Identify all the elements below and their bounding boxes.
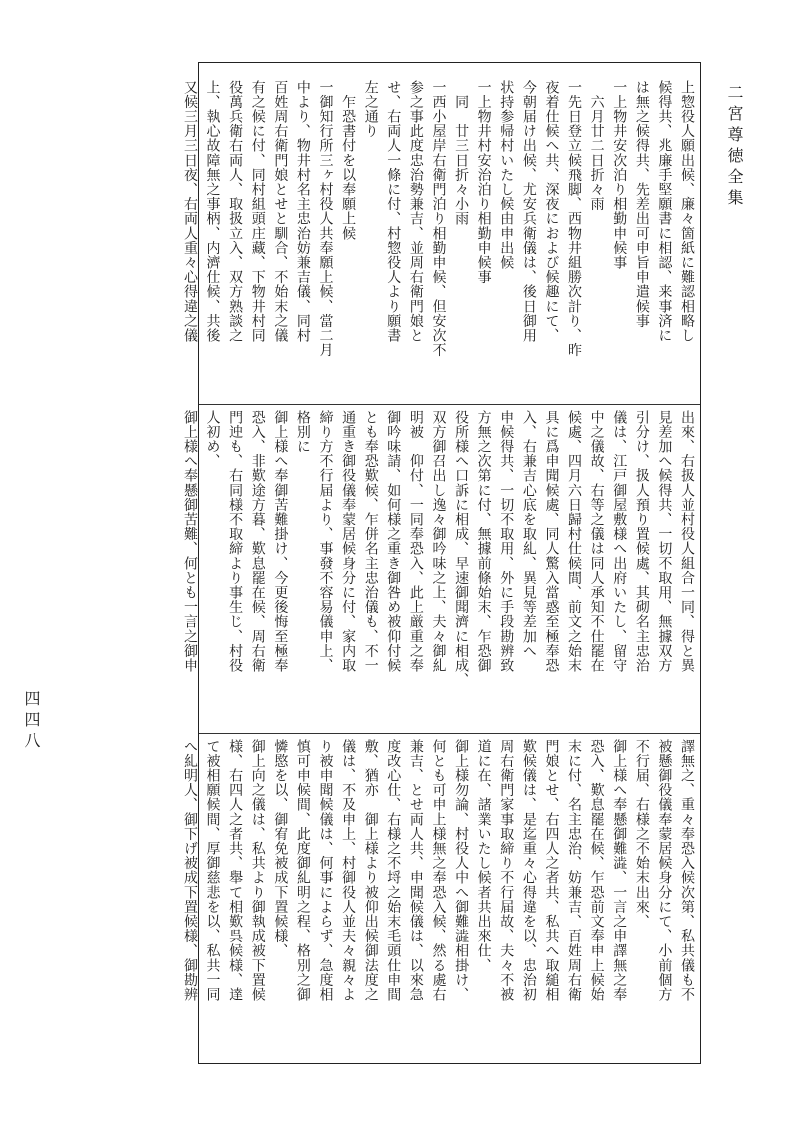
tier-text (181, 80, 698, 390)
text-line: 人初め、 (204, 410, 221, 469)
text-line: 明被 仰付、一同奉恐入、此上厳重之奉 (407, 410, 424, 673)
text-line: 儀は、江戸御屋敷様へ出府いたし、留守 (611, 410, 628, 673)
text-line: 御上向之儀は、私共より御執成被下置候 (249, 739, 266, 1002)
running-title: 二宮尊徳全集 (725, 84, 744, 210)
text-line: へ糺明人、御下げ被成下置候様、御勘辨 (181, 739, 198, 1002)
text-line: 一西小屋岸右衛門泊り相勤申候、但安次不 (430, 80, 447, 358)
text-line: とも奉恐歎候、乍併名主忠治儀も、不一 (362, 410, 379, 673)
text-line: 憐愍を以、御宥免被成下置候様、 (272, 739, 289, 958)
text-line: 通重き御役儀奉蒙居候身分に付、家内取 (340, 410, 357, 673)
text-line: て被相願候間、厚御慈悲を以、私共一同 (204, 739, 221, 1002)
text-line: 方無之次第に付、無據前條始末、乍恐御 (475, 410, 492, 673)
text-line: 門迚も、右同様不取締より事生じ、村役 (227, 410, 244, 673)
text-line: 候處、四月六日歸村仕候間、前文之始末 (566, 410, 583, 673)
text-line: り被申聞候儀は、何事によらず、急度相 (317, 739, 334, 1002)
text-line: 様、右四人之者共、舉て相歎呉候様、達 (227, 739, 244, 1002)
tier-text (181, 410, 698, 720)
text-line: 申候得共、一切不取用、外に手段勘辨致 (498, 410, 515, 673)
text-line: 何とも可申上様無之奉恐入候、然る處右 (430, 739, 447, 1002)
text-line: 候得共、兆廉手堅願書に相認、来事済に (656, 80, 673, 343)
text-line: は無之候得共、先差出可申旨申遣候事 (633, 80, 650, 329)
text-line: 双方御召出し逸々御吟味之上、夫々御糺 (430, 410, 447, 673)
text-line: 役萬兵衛右両人、取扱立入、双方熟談之 (227, 80, 244, 343)
text-line: 慎可申候間、此度御糺明之程、格別之御 (294, 739, 311, 1002)
text-line: 一上物井村安治泊り相勤申候事 (475, 80, 492, 285)
text-line: 不行届、右様之不始末出來、 (633, 739, 650, 929)
text-line: 入、右兼吉心底を取糺、異見等差加へ (520, 410, 537, 659)
text-line: 敷、猶亦 御上様より被仰出候御法度之 (362, 739, 379, 1002)
text-line: 恐入、歎息罷在候、乍恐前文奉申上候始 (588, 739, 605, 1002)
text-line: 御上様へ奉懸御難澁、一言之申譯無之奉 (611, 739, 628, 1002)
text-line: 道に在、諸業いたし候者共出來仕、 (475, 739, 492, 973)
text-line: 一先日登立候飛脚、西物井組勝次計り、昨 (566, 80, 583, 358)
text-line: 兼吉、とせ両人共、申聞候儀は、以來急 (407, 739, 424, 1002)
text-line: 出來、右扱人並村役人組合一同、得と異 (679, 410, 695, 673)
text-line: 又候三月三日夜、右両人重々心得違之儀 (181, 80, 198, 343)
text-line: 末に付、名主忠治、妨兼吉、百姓周右衛 (566, 739, 583, 1002)
text-line: せ、右両人一條に付、村惣役人より願書 (385, 80, 402, 343)
text-line: 上、執心故障無之事柄、内濟仕候、共後 (204, 80, 221, 343)
text-tier-top (181, 75, 700, 398)
text-line: 度改心仕、右様之不埒之始末毛頭仕申間 (385, 739, 402, 1002)
text-line: 状持参帰村いたし候由申出候 (498, 80, 515, 270)
page-number: 四四八 (22, 690, 41, 753)
text-line: 被懸御役儀奉蒙居候身分にて、小前個方 (656, 739, 673, 1002)
text-line: 儀は、不及申上、村御役人並夫々親々よ (340, 739, 357, 1002)
text-line: 百姓周右衛門娘とせと馴合、不始末之儀 (272, 80, 289, 343)
text-line: 参之事此度忠治勢兼吉、並周右衛門娘と (407, 80, 424, 343)
text-line: 御上様へ奉御苦難掛け、今更後悔至極奉 (272, 410, 289, 673)
text-line: 一御知行所三ヶ村役人共奉願上候、當二月 (317, 80, 334, 358)
text-line: 乍恐書付を以奉願上候 (340, 80, 357, 241)
text-line: 中之儀故、右等之儀は同人承知不仕罷在 (588, 410, 605, 673)
text-line: 引分け、扱人預り置候處、其砌名主忠治 (633, 410, 650, 673)
text-line: 門娘とせ、右四人之者共、私共へ取縋相 (543, 739, 560, 1002)
text-line: 役所様へ口訴に相成、早速御聞濟に相成、 (453, 410, 470, 688)
text-line: 今朝届け出候、尤安兵衛儀は、後日御用 (520, 80, 537, 343)
text-line: 見差加へ候得共、一切不取用、無據双方 (656, 410, 673, 673)
text-line: 中より、物井村名主忠治妨兼吉儀、同村 (294, 80, 311, 343)
text-line: 御上様勿論、村役人中へ御難澁相掛け、 (453, 739, 470, 1002)
text-line: 御上様へ奉懸御苦難、何とも一言之御申 (181, 410, 198, 673)
text-line: 六月廿二日折々雨 (588, 80, 605, 212)
text-line: 締り方不行届より、事發不容易儀申上、 (317, 410, 334, 673)
text-line: 周右衛門家事取締り不行届故、夫々不被 (498, 739, 515, 1002)
text-line: 同 廿三日折々小雨 (453, 80, 470, 226)
text-line: 左之通り (362, 80, 379, 139)
text-line: 一上物井安次泊り相勤申候事 (611, 80, 628, 270)
text-line: 譯無之、重々奉恐入候次第、私共儀も不 (679, 739, 695, 1002)
text-line: 夜着仕候へ共、深夜におよび候趣にて、 (543, 80, 560, 343)
text-line: 歎候儀は、是迄重々心得違を以、忠治初 (520, 739, 537, 1002)
text-line: 具に爲申聞候處、同人驚入當惑至極奉恐 (543, 410, 560, 673)
text-line: 御吟味請、如何様之重き御咎め被仰付候 (385, 410, 402, 673)
text-line: 恐入、非歎途方暮、歎息罷在候、周右衛 (249, 410, 266, 673)
text-frame (181, 62, 701, 1064)
text-tier-bottom (181, 733, 700, 1056)
tier-text (181, 739, 698, 1049)
text-line: 有之候に付、同村組頭庄藏、下物井村同 (249, 80, 266, 343)
text-line: 上惣役人願出候、廉々箇紙に難認相略し (679, 80, 695, 343)
text-line: 格別に (294, 410, 311, 454)
text-tier-middle (181, 404, 700, 727)
